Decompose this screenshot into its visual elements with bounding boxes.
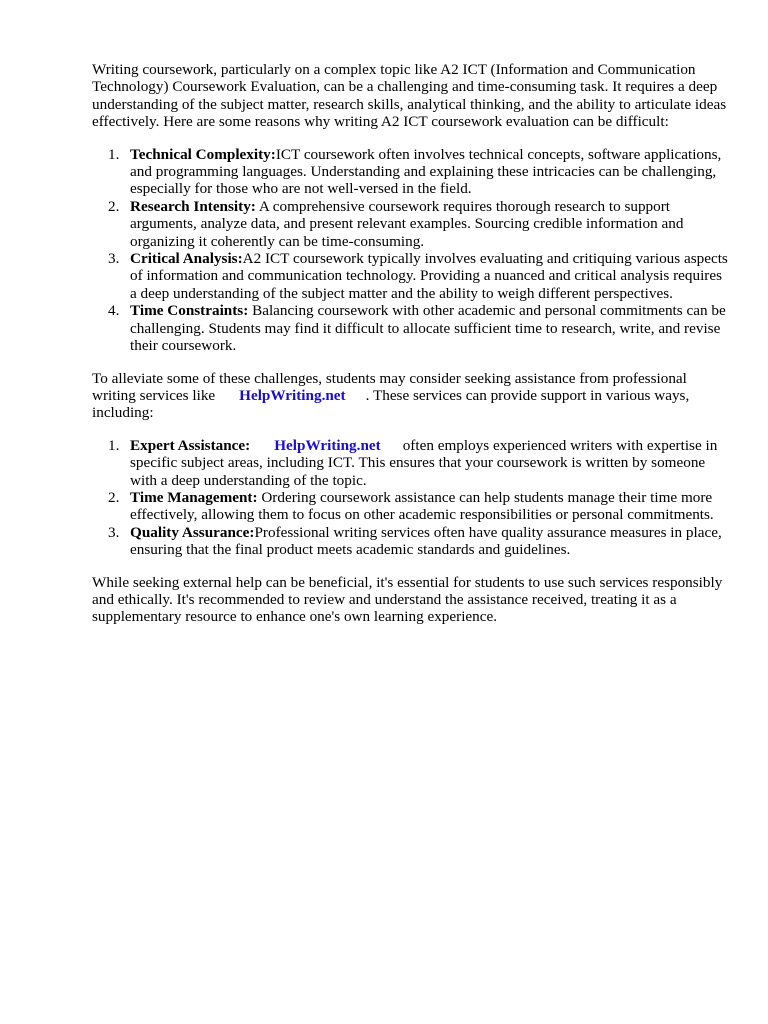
item-title: Critical Analysis:	[130, 250, 243, 268]
list-item-time-constraints	[92, 302, 728, 354]
item-title: Quality Assurance:	[130, 523, 255, 541]
alleviate-text-before: To alleviate some of these challenges, students may consider seeking assistance from professional writing services like	[92, 369, 687, 404]
list-number: 3.	[108, 250, 120, 268]
list-item-expert-assistance	[92, 437, 728, 489]
item-title: Research Intensity:	[130, 197, 256, 215]
list-number: 1.	[108, 436, 120, 454]
item-title: Time Management:	[130, 488, 258, 506]
list-item-time-management	[92, 489, 728, 524]
list-item-research-intensity	[92, 198, 728, 250]
document-page	[92, 61, 728, 626]
helpwriting-link[interactable]: HelpWriting.net	[239, 386, 346, 404]
list-number: 2.	[108, 488, 120, 506]
alleviate-paragraph	[92, 370, 728, 422]
item-title: Expert Assistance:	[130, 436, 251, 454]
list-item-quality-assurance	[92, 524, 728, 559]
helpwriting-link[interactable]: HelpWriting.net	[274, 436, 381, 454]
item-text: Balancing coursework with other academic and personal commitments can be challenging. Students may find it difficult to allocate sufficient time to research, write, and revise their coursework.	[130, 302, 726, 355]
intro-paragraph: Writing coursework, particularly on a complex topic like A2 ICT (Information and Communication Technology) Coursework Evaluation, can be a challenging and time-consuming task. It requires a deep understanding of the subject matter, research skills, analytical thinking, and the ability to articulate ideas effectively. Here are some reasons why writing A2 ICT coursework evaluation can be difficult:	[92, 61, 727, 131]
services-list	[92, 437, 728, 559]
item-text: Professional writing services often have quality assurance measures in place, ensuring that the final product meets academic standards and guidelines.	[130, 523, 722, 559]
item-title: Time Constraints:	[130, 302, 249, 320]
list-number: 2.	[108, 197, 120, 215]
list-item-critical-analysis	[92, 250, 728, 302]
list-item-technical-complexity	[92, 146, 728, 198]
item-text: A2 ICT coursework typically involves evaluating and critiquing various aspects of information and communication technology. Providing a nuanced and critical analysis requires a deep understanding of the subject matter and the ability to weigh different perspectives.	[130, 250, 728, 302]
list-number: 4.	[108, 302, 120, 320]
item-title: Technical Complexity:	[130, 145, 276, 163]
list-number: 3.	[108, 523, 120, 541]
item-text: often employs experienced writers with expertise in specific subject areas, including ICT. This ensures that your coursework is written by someone with a deep understanding of the topic.	[130, 436, 718, 489]
reasons-list	[92, 146, 728, 355]
item-text: ICT coursework often involves technical concepts, software applications, and programming languages. Understanding and explaining these intricacies can be challenging, especially for those who are not well-versed in the field.	[130, 145, 722, 198]
item-text: A comprehensive coursework requires thorough research to support arguments, analyze data, and present relevant examples. Sourcing credible information and organizing it coherently can be time-consuming.	[130, 197, 684, 250]
closing-paragraph: While seeking external help can be beneficial, it's essential for students to use such services responsibly and ethically. It's recommended to review and understand the assistance received, treating it as a supplementary resource to enhance one's own learning experience.	[92, 573, 723, 626]
alleviate-text-after: . These services can provide support in various ways, including:	[92, 386, 690, 422]
list-number: 1.	[108, 145, 120, 163]
item-text: Ordering coursework assistance can help students manage their time more effectively, allowing them to focus on other academic responsibilities or personal commitments.	[130, 488, 714, 524]
